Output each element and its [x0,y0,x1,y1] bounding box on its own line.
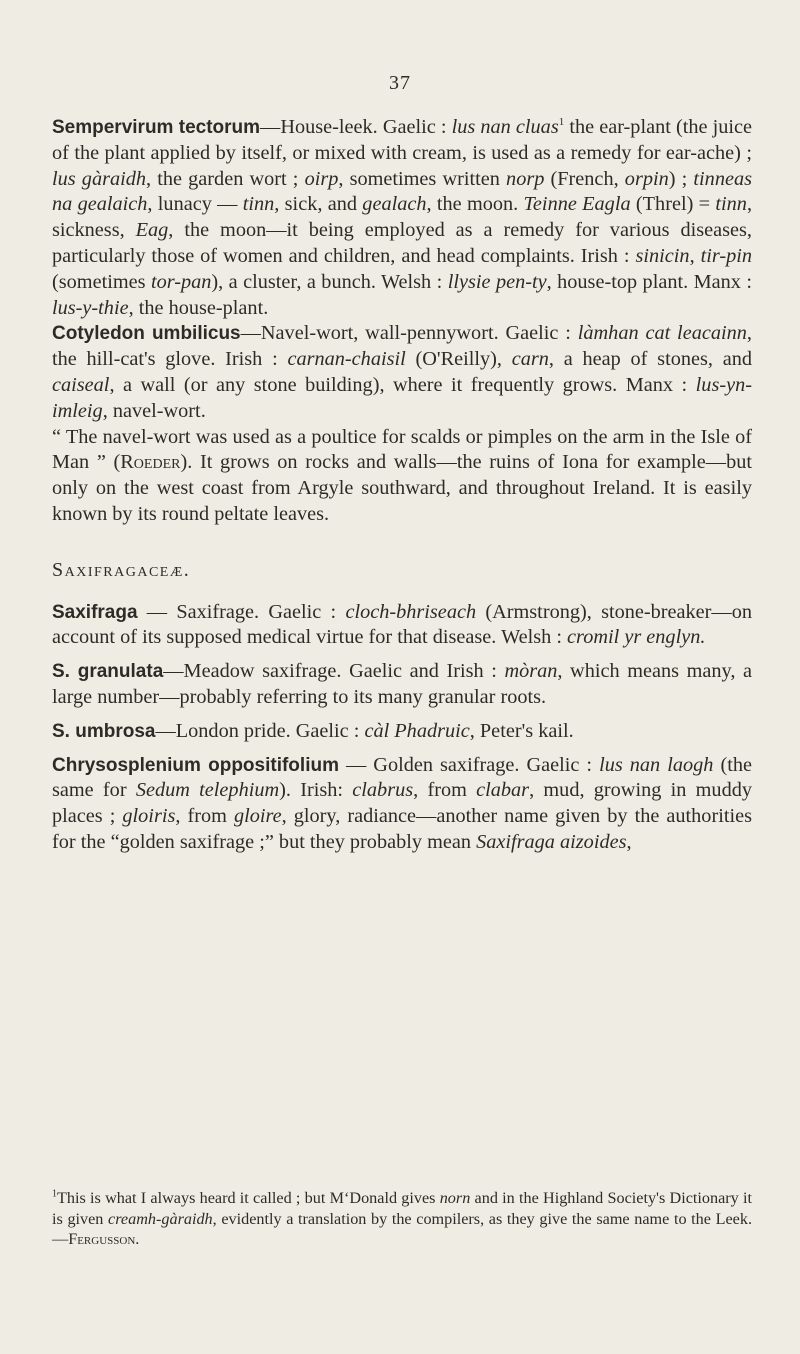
page-number: 37 [389,72,411,94]
entry-term: Saxifraga [52,601,138,623]
entry-saxifraga: Saxifraga — Saxifrage. Gaelic : cloch-bhriseach (Armstrong), stone-breaker—on account of its supposed medical virtue for that disease. Welsh : cromil yr englyn. [52,600,752,649]
entry-s-granulata: S. granulata—Meadow saxifrage. Gaelic and Irish : mòran, which means many, a large number—probably referring to its many granular roots. [52,660,753,708]
entry-term: Chrysosplenium oppositifolium [52,754,339,776]
footnote: $^1$This is what I always heard it called ; but M‘Donald gives norn and in the Highland Society's Dictionary it is given creamh-gàraidh, evidently a translation by the compilers, as they give the same name to the Leek.—Fergusson. [52,1188,752,1248]
entry-term: S. granulata [52,661,164,683]
footnote-mark: 1 [52,1188,57,1200]
footnote-ref: 1 [558,116,565,129]
entry-cotyledon: Cotyledon umbilicus—Navel-wort, wall-pennywort. Gaelic : làmhan cat leacainn, the hill-cat's glove. Irish : carnan-chaisil (O'Reilly), carn, a heap of stones, and caiseal, a wall (or any stone building), where it frequently grows. Manx : lus-yn-imleig, navel-wort. [52,322,752,422]
body-text [52,115,752,856]
entry-term: S. umbrosa [52,720,156,742]
section-heading: Saxifragaceæ. [52,558,191,581]
entry-s-umbrosa: S. umbrosa—London pride. Gaelic : càl Phadruic, Peter's kail. [52,719,574,742]
entry-sempervirum: Sempervirum tectorum—House-leek. Gaelic : lus nan cluas$^1$ the ear-plant (the juice of the plant applied by itself, or mixed with cream, is used as a remedy for ear-ache) ; lus gàraidh, the garden wort ; oirp, sometimes written norp (French, orpin) ; tinneas na gealaich, lunacy — tinn, sick, and gealach, the moon. Teinne Eagla (Threl) = tinn, sickness, Eag, the moon—it being employed as a remedy for various diseases, particularly those of women and children, and head complaints. Irish : sinicin, tir-pin (sometimes tor-pan), a cluster, a bunch. Welsh : llysie pen-ty, house-top plant. Manx : lus-y-thie, the house-plant. [52,116,753,319]
entry-term: Sempervirum tectorum [52,117,261,138]
navel-wort-note: “ The navel-wort was used as a poultice for scalds or pimples on the arm in the Isle of Man ” (Roeder). It grows on rocks and walls—the ruins of Iona for example—but only on the west coast from Argyle southward, and throughout Ireland. It is easily known by its round peltate leaves. [52,425,752,525]
entry-chrysosplenium: Chrysosplenium oppositifolium — Golden saxifrage. Gaelic : lus nan laogh (the same for Sedum telephium). Irish: clabrus, from clabar, mud, growing in muddy places ; gloiris, from gloire, glory, radiance—another name given by the authorities for the “golden saxifrage ;” but they probably mean Saxifraga aizoides, [52,753,752,853]
entry-term: Cotyledon umbilicus [52,323,241,345]
